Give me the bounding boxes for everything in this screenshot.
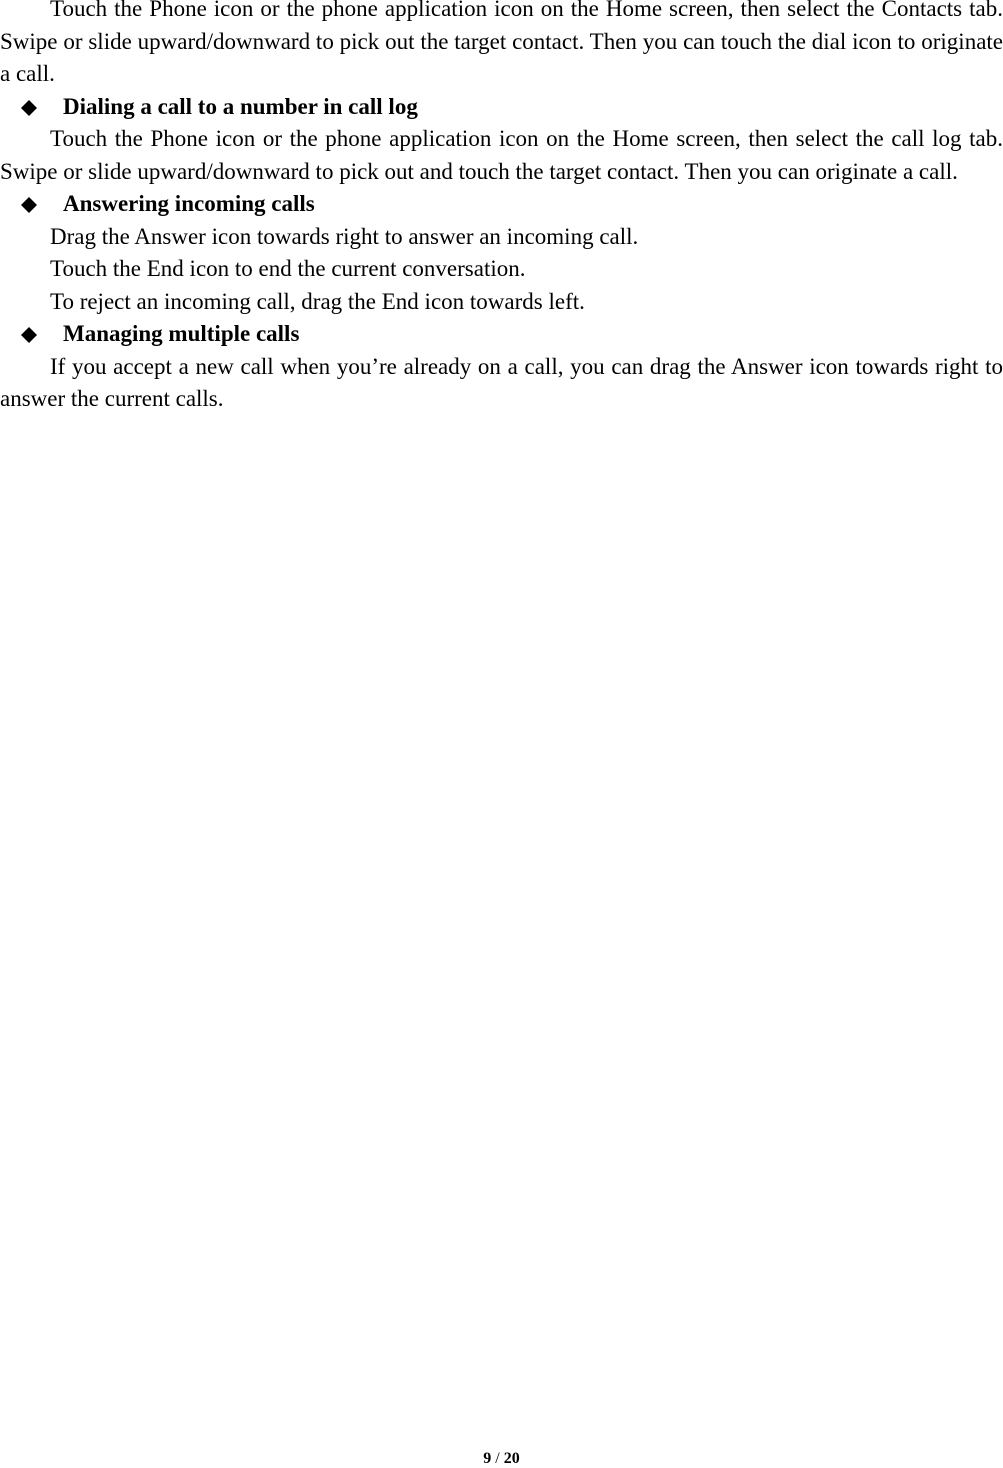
document-body — [0, 0, 1003, 416]
page-separator: / — [495, 1450, 500, 1467]
page-number — [0, 1450, 1003, 1468]
paragraph-multiple-calls: If you accept a new call when you’re already on a call, you can drag the Answer icon towards right to answer the current calls. — [0, 353, 1003, 411]
answering-line-answer: Drag the Answer icon towards right to answer an incoming call. — [50, 223, 639, 249]
page-current: 9 — [483, 1450, 492, 1467]
answering-line-end: Touch the End icon to end the current conversation. — [50, 256, 526, 281]
page-total: 20 — [503, 1450, 520, 1467]
heading-text: Answering incoming calls — [63, 191, 315, 216]
paragraph-dial-from-contacts: Touch the Phone icon or the phone application icon on the Home screen, then select the Contacts tab. Swipe or slide upward/downward to pick out the target contact. Then you can touch the dial icon to originate a call. — [0, 0, 1003, 86]
heading-text: Managing multiple calls — [63, 321, 300, 346]
paragraph-dial-from-call-log: Touch the Phone icon or the phone application icon on the Home screen, then select the call log tab. Swipe or slide upward/downward to pick out and touch the target contact. Then you can originate a call. — [0, 126, 1003, 184]
diamond-bullet-icon — [21, 197, 37, 213]
heading-dial-call-log — [0, 91, 1003, 124]
heading-text: Dialing a call to a number in call log — [63, 93, 418, 119]
heading-answering-calls — [0, 188, 1003, 221]
answering-line-reject: To reject an incoming call, drag the End icon towards left. — [50, 288, 585, 314]
heading-multiple-calls — [0, 318, 1003, 351]
diamond-bullet-icon — [21, 327, 37, 343]
diamond-bullet-icon — [21, 100, 37, 116]
